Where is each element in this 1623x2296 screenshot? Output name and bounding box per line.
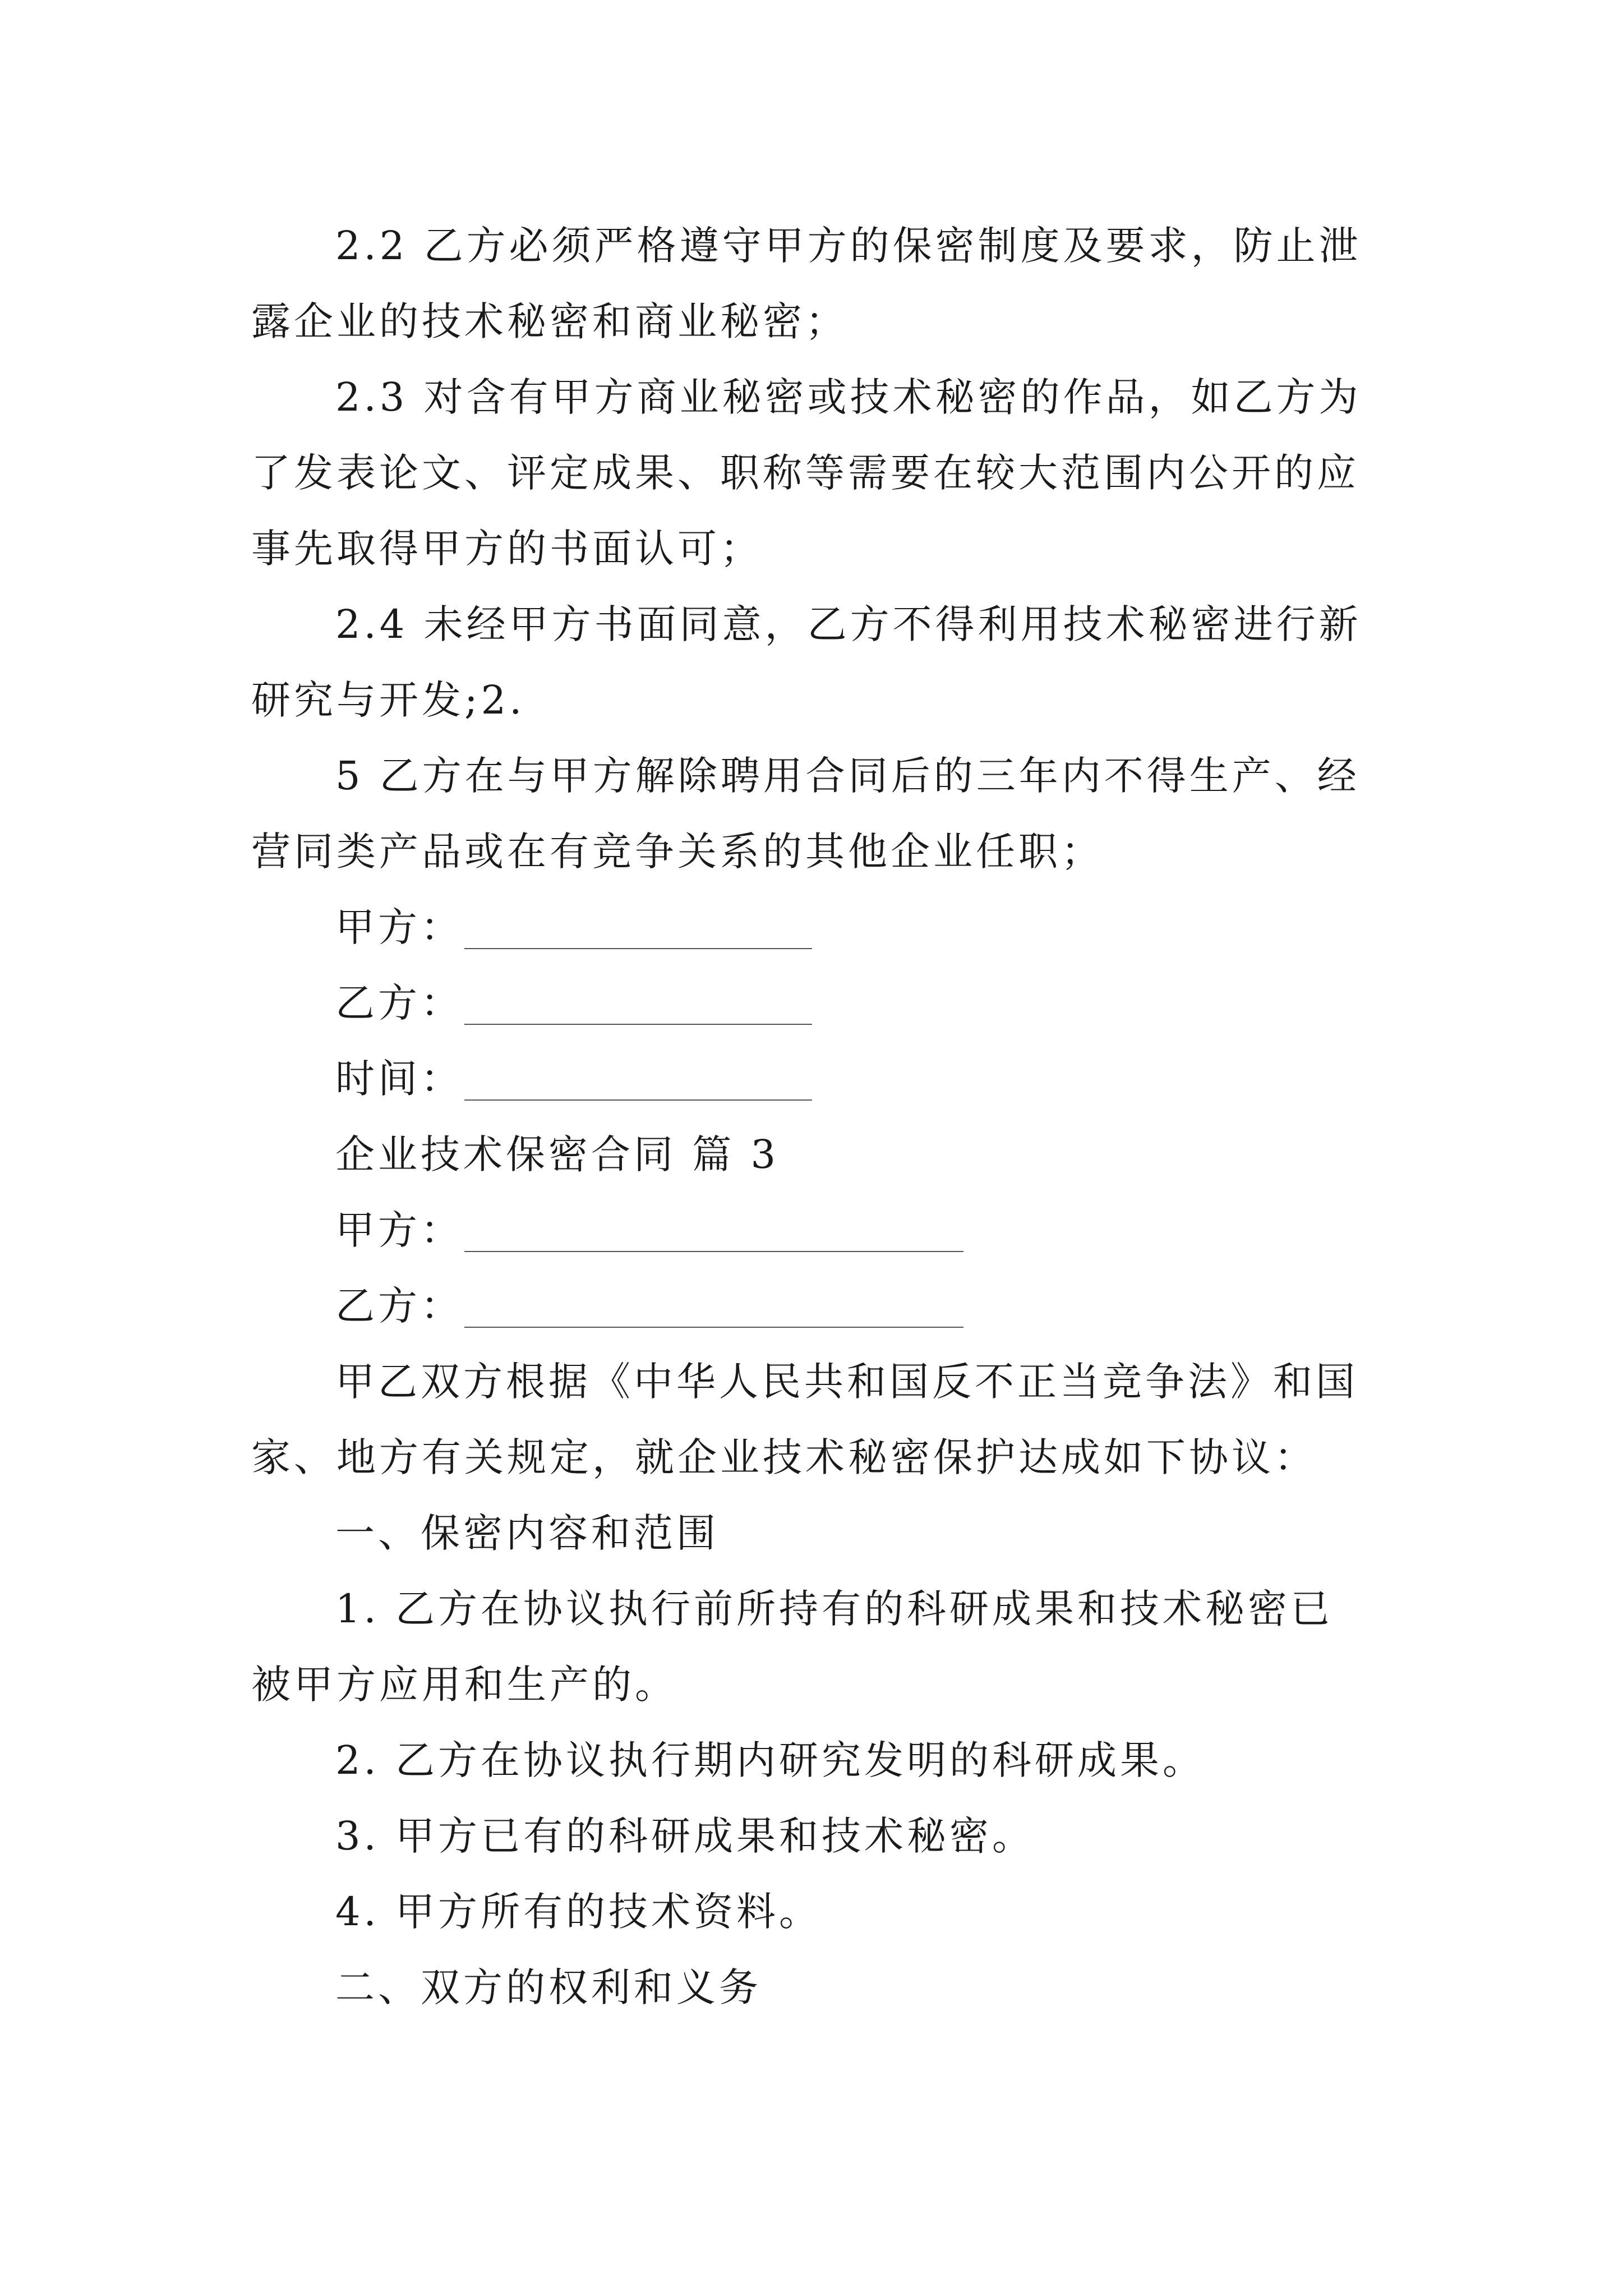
party-b-label-2: 乙方： [335, 1283, 463, 1329]
heading-confidential-scope: 一、保密内容和范围 [335, 1510, 719, 1556]
party-a-label-2: 甲方： [335, 1207, 463, 1253]
party-b-blank-2 [464, 1327, 963, 1328]
time-blank [464, 1099, 812, 1101]
item-1-line-1: 1. 乙方在协议执行前所持有的科研成果和技术秘密已 [335, 1586, 1334, 1632]
heading-rights-obligations: 二、双方的权利和义务 [335, 1964, 762, 2010]
intro-line-1: 甲乙双方根据《中华人民共和国反不正当竞争法》和国 [335, 1359, 1358, 1405]
time-label: 时间： [335, 1056, 463, 1102]
party-a-blank-1 [464, 948, 812, 949]
paragraph-5-line-2: 营同类产品或在有竞争关系的其他企业任职； [251, 829, 1104, 875]
paragraph-2-4-line-1: 2.4 未经甲方书面同意，乙方不得利用技术秘密进行新 [335, 601, 1362, 647]
paragraph-2-2-line-1: 2.2 乙方必须严格遵守甲方的保密制度及要求，防止泄 [335, 223, 1362, 269]
paragraph-2-3-line-1: 2.3 对含有甲方商业秘密或技术秘密的作品，如乙方为 [335, 374, 1362, 420]
section-title: 企业技术保密合同 篇 3 [335, 1131, 780, 1177]
item-1-line-2: 被甲方应用和生产的。 [251, 1662, 677, 1708]
paragraph-2-2-line-2: 露企业的技术秘密和商业秘密； [251, 298, 848, 344]
party-a-blank-2 [464, 1251, 963, 1252]
intro-line-2: 家、地方有关规定，就企业技术秘密保护达成如下协议： [251, 1434, 1317, 1480]
party-a-label-1: 甲方： [335, 904, 463, 950]
paragraph-2-4-line-2: 研究与开发;2. [251, 677, 525, 723]
party-b-blank-1 [464, 1024, 812, 1025]
item-2: 2. 乙方在协议执行期内研究发明的科研成果。 [335, 1737, 1206, 1783]
paragraph-5-line-1: 5 乙方在与甲方解除聘用合同后的三年内不得生产、经 [335, 753, 1360, 799]
paragraph-2-3-line-3: 事先取得甲方的书面认可； [251, 526, 763, 572]
item-4: 4. 甲方所有的技术资料。 [335, 1889, 822, 1935]
paragraph-2-3-line-2: 了发表论文、评定成果、职称等需要在较大范围内公开的应 [251, 450, 1359, 496]
party-b-label-1: 乙方： [335, 980, 463, 1026]
item-3: 3. 甲方已有的科研成果和技术秘密。 [335, 1813, 1035, 1859]
